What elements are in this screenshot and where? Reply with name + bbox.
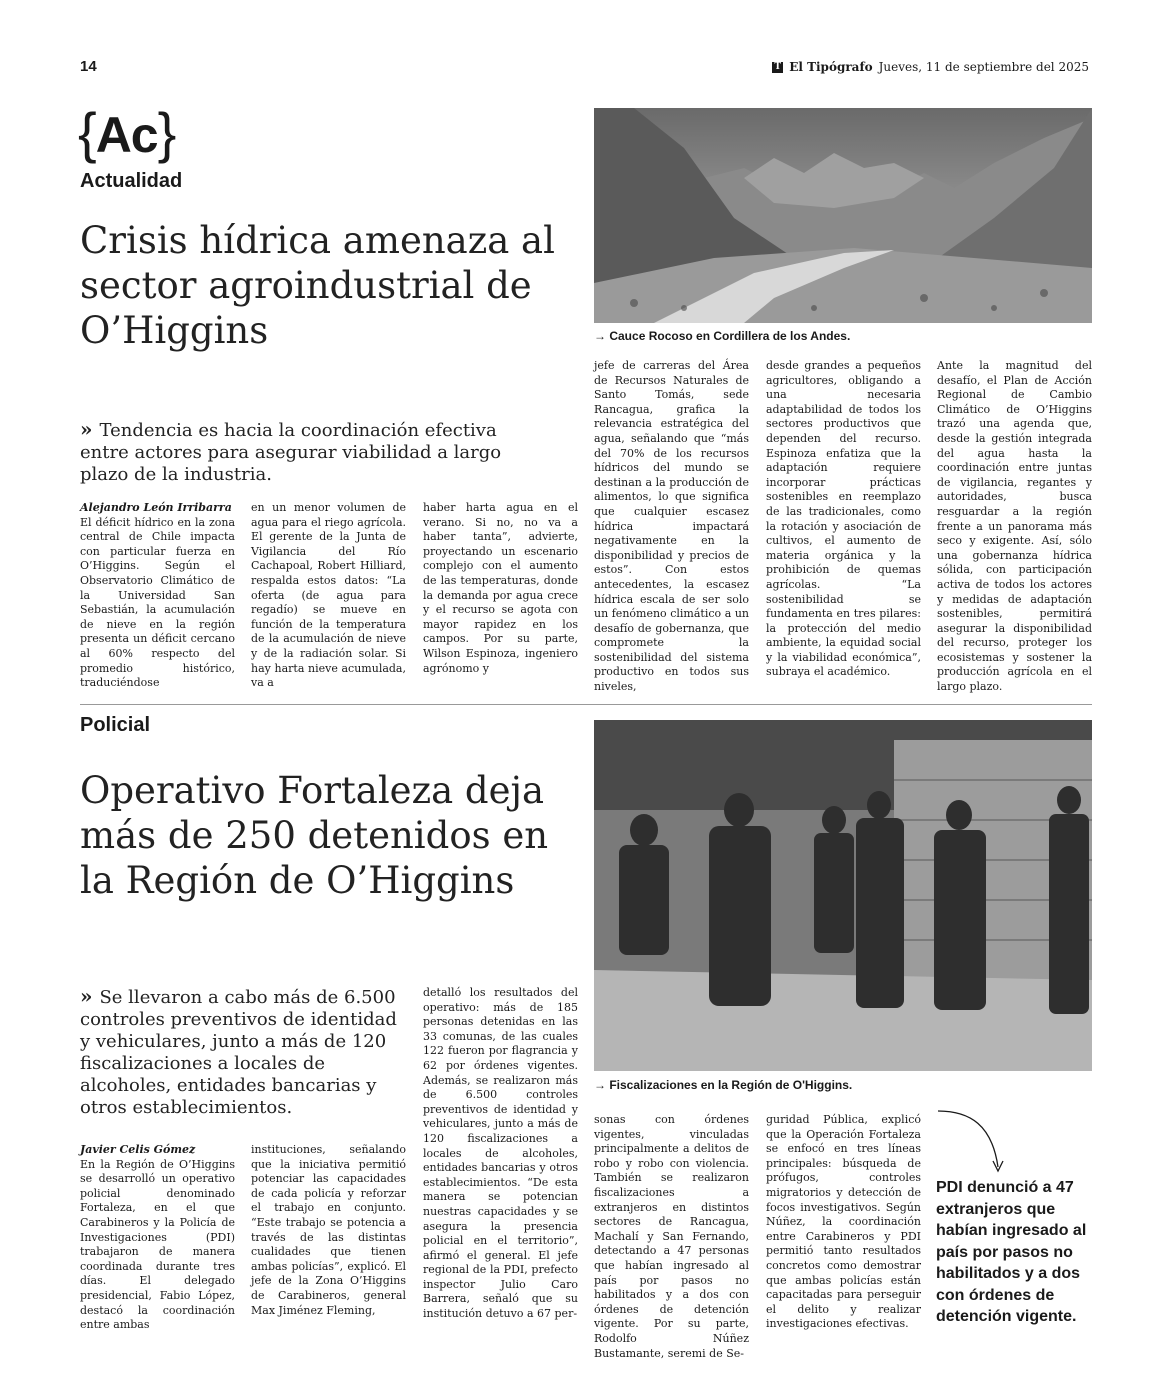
article2-column-3: detalló los resultados del operativo: más de 185 personas detenidas en las 33 comunas, de las cuales 122 fueron por flagrancia y 62 por órdenes vigentes. Además, se realizaron más de 6.500 controles preventivos de identidad y vehiculares, junto a más de 120 fiscalizaciones a locales de alcoholes, entidades bancarias y otros establecimientos. “De esta manera se potencian nuestras capacidades y se asegura la presencia policial en el territorio”, afirmó el general. El jefe regional de la PDI, prefecto inspector Julio Caro Barrera, señaló que su institución detuvo a 67 per- — [423, 986, 578, 1321]
article2-column-4: sonas con órdenes vigentes, vinculadas principalmente a delitos de robo y robo con violencia. También se realizaron fiscalizaciones a extranjeros en distintos sectores de Rancagua, Machalí y San Fernando, detectando a 47 personas que habían ingresado al país por pasos no habilitados y a dos con órdenes de detención vigente. Por su parte, Rodolfo Núñez Bustamante, seremi de Se- — [594, 1113, 749, 1360]
quote-marker-icon: » — [80, 417, 100, 441]
article1-photo — [594, 108, 1092, 323]
article1-column-6: Ante la magnitud del desafío, el Plan de Acción Regional de Cambio Climático de O’Higgins trazó una agenda que, desde la gestión integrada del agua hasta la coordinación entre juntas de vigilancia, regantes y autoridades, busca resguardar a la región frente a un panorama más seco y exigente. Así, sólo una gobernanza hídrica sólida, con participación activa de todos los actores y medidas de adaptación sostenibles, permitirá asegurar la disponibilidad del recurso, proteger los ecosistemas y sostener la producción agrícola en el largo plazo. — [937, 359, 1092, 694]
article1-deck: » Tendencia es hacia la coordinación efectiva entre actores para asegurar viabilidad a largo plazo de la industria. — [80, 417, 502, 485]
article1-column-1: Alejandro León Irribarra El déficit hídrico en la zona central de Chile impacta con particular fuerza en O’Higgins. Según el Observatorio Climático de la Universidad San Sebastián, la acumulación de nieve en la región presenta un déficit cercano al 60% respecto del promedio histórico, traduciéndose — [80, 501, 235, 690]
article2-column-5: guridad Pública, explicó que la Operación Fortaleza se enfocó en tres líneas principales: búsqueda de prófugos, controles migratorios y detección de focos investigativos. Según Núñez, la coordinación entre Carabineros y PDI permitió tanto resultados concretos como demostrar que ambas policías están capacitadas para perseguir el delito y realizar investigaciones efectivas. — [766, 1113, 921, 1331]
masthead-brand: El Tipógrafo — [789, 60, 873, 74]
article2-caption: → Fiscalizaciones en la Región de O'Higgins. — [594, 1078, 853, 1092]
article1-column-4: jefe de carreras del Área de Recursos Naturales de Santo Tomás, sede Rancagua, grafica la relevancia estratégica del agua, señalando que “más del 70% de los recursos hídricos del mundo se destinan a la producción de alimentos, lo que significa que cualquier escasez hídrica impactará negativamente en la disponibilidad y precios de estos”. Con estos antecedentes, la escasez hídrica escala de ser solo un fenómeno climático a un desafío de gobernanza, que compromete la sostenibilidad del sistema productivo en todos sus niveles, — [594, 359, 749, 694]
article1-column-3: haber harta agua en el verano. Si no, no va a haber tanta”, advierte, proyectando un escenario complejo con el aumento de las temperaturas, donde la demanda por agua crece y el recurso se agota con mayor rapidez en los campos. Por su parte, Wilson Espinoza, ingeniero agrónomo y — [423, 501, 578, 675]
article2-photo — [594, 720, 1092, 1071]
section-divider — [80, 704, 1092, 705]
article1-column-5: desde grandes a pequeños agricultores, obligando a una necesaria adaptabilidad de todos los sectores productivos que dependen del recurso. Espinoza enfatiza que la adaptación requiere incorporar prácticas sostenibles en reemplazo de las tradicionales, como la rotación y asociación de cultivos, el aumento de materia orgánica y la prohibición de quemas agrícolas. “La sostenibilidad se fundamenta en tres pilares: la protección del medio ambiente, la equidad social y la viabilidad económica”, subraya el académico. — [766, 359, 921, 679]
article2-deck: » Se llevaron a cabo más de 6.500 controles preventivos de identidad y vehiculares, junto a más de 120 fiscalizaciones a locales de alcoholes, entidades bancarias y otros establecimientos. — [80, 984, 397, 1118]
article2-headline: Operativo Fortaleza deja más de 250 detenidos en la Región de O’Higgins — [80, 769, 549, 902]
article1-byline: Alejandro León Irribarra — [80, 501, 232, 514]
article1-column-2: en un menor volumen de agua para el riego agrícola. El gerente de la Junta de Vigilancia del Río Cachapoal, Robert Hilliard, respalda estos datos: “La oferta (de agua para regadío) se mueve en función de la temperatura de la acumulación de nieve y de la radiación solar. Si hay harta nieve acumulada, va a — [251, 501, 406, 690]
section-name: Actualidad — [80, 170, 183, 192]
newspaper-logo-icon: T — [772, 62, 783, 73]
article2-byline: Javier Celis Gómez — [80, 1143, 196, 1156]
article2-column-2: instituciones, señalando que la iniciativa permitió potenciar las capacidades de cada policía y reforzar el trabajo en conjunto. “Este trabajo se potencia a través de las distintas cualidades que tienen ambas policías”, explicó. El jefe de la Zona O’Higgins de Carabineros, general Max Jiménez Fleming, — [251, 1143, 406, 1317]
curved-arrow-icon — [930, 1105, 1010, 1180]
article2-column-1: Javier Celis Gómez En la Región de O’Higgins se desarrolló un operativo policial denominado Fortaleza, en el que Carabineros y la Policía de Investigaciones (PDI) trabajaron de manera coordinada durante tres días. El delegado presidencial, Fabio López, destacó la coordinación entre ambas — [80, 1143, 235, 1332]
arrow-right-icon: → — [594, 329, 610, 343]
article1-headline: Crisis hídrica amenaza al sector agroindustrial de O’Higgins — [80, 219, 555, 352]
page-number: 14 — [80, 58, 97, 75]
section2-name: Policial — [80, 714, 151, 736]
mountain-river-photo — [594, 108, 1092, 323]
pull-quote: PDI denunció a 47 extranjeros que habían ingresado al país por pasos no habilitados y a dos con órdenes de detención vigente. — [936, 1179, 1087, 1325]
section-logo: {Ac} — [78, 101, 176, 164]
quote-marker-icon: » — [80, 984, 100, 1008]
article1-caption: → Cauce Rocoso en Cordillera de los Andes. — [594, 329, 851, 343]
masthead-date: Jueves, 11 de septiembre del 2025 — [878, 60, 1089, 74]
masthead — [772, 60, 1089, 74]
police-operation-photo — [594, 720, 1092, 1071]
arrow-right-icon: → — [594, 1078, 610, 1092]
